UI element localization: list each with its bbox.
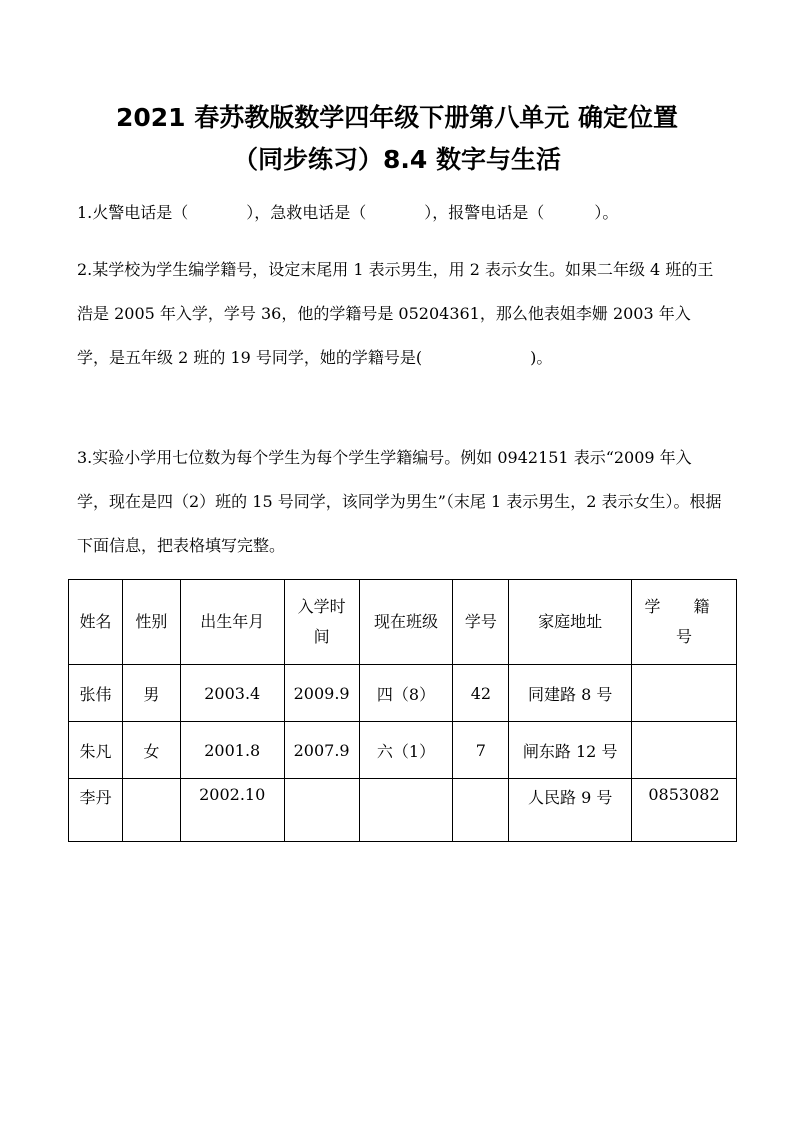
q2-end: )。 xyxy=(530,348,553,367)
cell-birth: 2001.8 xyxy=(180,722,284,779)
header-birth: 出生年月 xyxy=(180,580,284,665)
q2-text: 2.某学校为学生编学籍号，设定末尾用 1 表示男生，用 2 表示女生。如果二年级 4 班的王浩是 2005 年入学，学号 36，他的学籍号是 05204361，那么他表姐李姗 2003 年入学，是五年级 2 班的 19 号同学，她的学籍号是( xyxy=(77,260,714,367)
cell-gender: 男 xyxy=(122,665,180,722)
header-address: 家庭地址 xyxy=(509,580,632,665)
header-id xyxy=(632,580,737,665)
table-header-row xyxy=(69,580,737,665)
cell-gender-blank[interactable] xyxy=(122,779,180,842)
question-3: 3.实验小学用七位数为每个学生为每个学生学籍编号。例如 0942151 表示“2009 年入学，现在是四（2）班的 15 号同学，该同学为男生”（末尾 1 表示男生，2 表示女生）。根据下面信息，把表格填写完整。 xyxy=(77,448,722,555)
table-row xyxy=(69,779,737,842)
cell-birth: 2003.4 xyxy=(180,665,284,722)
cell-class: 六（1） xyxy=(359,722,453,779)
cell-class: 四（8） xyxy=(359,665,453,722)
cell-name: 张伟 xyxy=(69,665,123,722)
header-name: 姓名 xyxy=(69,580,123,665)
q1-part3: ），报警电话是（ xyxy=(424,203,545,222)
table-row xyxy=(69,722,737,779)
student-info-table xyxy=(68,579,737,842)
header-id-line1: 学 籍 xyxy=(644,596,724,616)
header-enroll xyxy=(284,580,359,665)
header-id-line2: 号 xyxy=(676,627,693,646)
q1-part4: ）。 xyxy=(594,203,619,222)
cell-number: 42 xyxy=(453,665,509,722)
cell-name: 朱凡 xyxy=(69,722,123,779)
q1-part1: 1.火警电话是（ xyxy=(77,203,189,222)
header-gender: 性别 xyxy=(122,580,180,665)
header-enroll-line1: 入学时 xyxy=(297,596,346,616)
table-row xyxy=(69,665,737,722)
cell-birth: 2002.10 xyxy=(180,779,284,842)
cell-number: 7 xyxy=(453,722,509,779)
q1-part2: ），急救电话是（ xyxy=(246,203,367,222)
cell-number-blank[interactable] xyxy=(453,779,509,842)
document-title-line2: （同步练习）8.4 数字与生活 xyxy=(233,145,561,174)
cell-id-blank[interactable] xyxy=(632,665,737,722)
header-number: 学号 xyxy=(453,580,509,665)
cell-name: 李丹 xyxy=(69,779,123,842)
cell-id-blank[interactable] xyxy=(632,722,737,779)
cell-address: 人民路 9 号 xyxy=(509,779,632,842)
cell-enroll: 2009.9 xyxy=(284,665,359,722)
document-title-line1: 2021 春苏教版数学四年级下册第八单元 确定位置 xyxy=(116,103,678,132)
cell-gender: 女 xyxy=(122,722,180,779)
cell-address: 同建路 8 号 xyxy=(509,665,632,722)
question-2 xyxy=(77,248,722,380)
header-enroll-line2: 间 xyxy=(313,627,330,646)
cell-class-blank[interactable] xyxy=(359,779,453,842)
cell-enroll-blank[interactable] xyxy=(284,779,359,842)
question-1 xyxy=(77,191,722,235)
cell-id: 0853082 xyxy=(632,779,737,842)
cell-enroll: 2007.9 xyxy=(284,722,359,779)
cell-address: 闸东路 12 号 xyxy=(509,722,632,779)
header-class: 现在班级 xyxy=(359,580,453,665)
